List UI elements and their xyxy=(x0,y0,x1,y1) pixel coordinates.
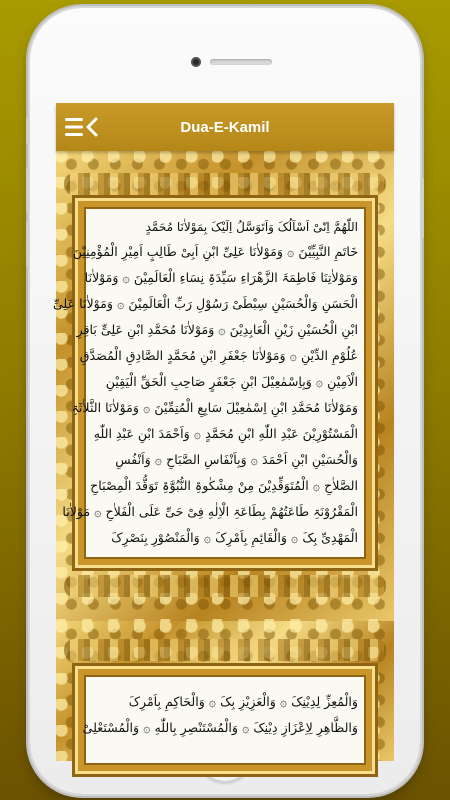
top-flourish xyxy=(64,639,386,661)
dua-page-2 xyxy=(56,621,394,761)
dua-line: ابْنِ الْحُسَیْنِ زَیْنِ الْعَابِدِیْنَ ۞ وَمَوْلاٰنَا مُحَمَّدِ ابْنِ عَلِیٍّ بَاقِرِ xyxy=(76,322,358,337)
dua-page-1 xyxy=(52,151,394,621)
dua-text-body xyxy=(52,207,366,559)
dua-line: الْحَسَنِ وَالْحُسَیْنِ سِبْطَیْ رَسُوْلِ رَبِّ الْعَالَمِیْنَ ۞ وَمَوْلاٰنَا عَلِیِّ xyxy=(52,296,358,311)
dua-text-body xyxy=(84,675,366,765)
dua-line: الْمَهْدِیِّ بِکَ ۞ وَالْقَائِمِ بِاَمْرِکَ ۞ وَالْمَنْصُوْرِ بِنَصْرِکَ xyxy=(111,530,358,545)
phone-side-button xyxy=(26,118,29,144)
phone-volume-up xyxy=(26,168,29,212)
dua-line: عُلُوْمِ الدِّیْنِ ۞ وَمَوْلاٰنَا جَعْفَرِ ابْنِ مُحَمَّدٍ الصَّادِقِ الْمُصَدَّقِ xyxy=(79,348,358,363)
phone-volume-down xyxy=(26,222,29,266)
dua-scroll-area[interactable] xyxy=(52,151,394,735)
phone-power-button xyxy=(421,178,424,238)
dua-text-panel xyxy=(52,201,372,565)
menu-collapse-icon xyxy=(64,115,98,139)
dua-line: الْاَمِیْنِ ۞ وَبِاِسْمٰعِیْلَ ابْنِ جَعْفَرٍ صَاحِبِ الْحَقِّ الْیَقِیْنِ xyxy=(105,374,358,389)
app-title: Dua-E-Kamil xyxy=(180,118,270,136)
menu-button[interactable] xyxy=(64,115,98,139)
dua-line: خَاتَمِ النَّبِیِّیْنَ ۞ وَمَوْلاٰنَا عَلِیِّ ابْنِ اَبِیْ طَالِبٍ اَمِیْرِ الْمُؤْمِنِیْنَ xyxy=(72,244,358,259)
dua-line: اللّٰهُمَّ اِنّیْ اَسْاَلُکَ وَاَتَوَسَّلُ اِلَیْکَ بِمَوْلاٰنَا مُحَمَّدٍ xyxy=(145,220,358,234)
dua-line: الْمَسْتُوْرِیْنَ عَبْدِ اللّٰهِ ابْنِ مُحَمَّدٍ ۞ وَاَحْمَدَ ابْنِ عَبْدِ اللّٰهِ xyxy=(93,426,358,441)
dua-line: الْمَقْرُوْنَۃِ طَاعَتُهُمْ بِطَاعَۃِ الْاِلٰهِ فِیْ حَیِّ عَلَی الْفَلاٰحِ ۞ مَوْلاٰنَا xyxy=(62,504,358,519)
dua-line: وَمَوْلاٰتِنَا فَاطِمَۃَ الزَّهْرَاءِ سَیِّدَۃِ نِسَاءِ الْعَالَمِیْنَ ۞ وَمَوْلاٰنَا xyxy=(84,270,358,285)
app-screen xyxy=(52,103,394,735)
dua-line: وَالْمُعِزِّ لِدِیْنِکَ ۞ وَالْعَزِیْزِ بِکَ ۞ وَالْحَاکِمِ بِاَمْرِکَ xyxy=(128,694,358,709)
dua-line: الصَّلاٰحِ ۞ الْمُتَوَقِّدِیْنَ مِنْ مِشْکٰوۃِ النُّبُوَّۃِ تَوَقُّدَ الْمِصْبَاحِ xyxy=(90,478,358,493)
dua-line: وَمَوْلاٰنَا مُحَمَّدِ ابْنِ اِسْمٰعِیْلَ سَابِعِ الْمُتِمِّیْنَ ۞ وَمَوْلاٰنَا الثَّلاٰثَۃِ xyxy=(71,400,358,415)
dua-line: وَالْحُسَیْنِ ابْنِ اَحْمَدَ ۞ وَبِاَنْفَاسِ الصَّبَاحِ ۞ وَاَنْفُسِ xyxy=(115,452,358,467)
top-flourish xyxy=(64,173,386,195)
dua-text-panel xyxy=(78,669,372,771)
earpiece-speaker xyxy=(210,59,272,65)
bottom-flourish xyxy=(64,575,386,597)
app-bar xyxy=(56,103,394,151)
front-camera xyxy=(191,57,201,67)
dua-line: وَالظَّاهِرِ لِاِعْزَازِ دِیْنِکَ ۞ وَالْمُسْتَنْصِرِ بِاللّٰهِ ۞ وَالْمُسْتَعْلِیْ xyxy=(82,720,358,735)
